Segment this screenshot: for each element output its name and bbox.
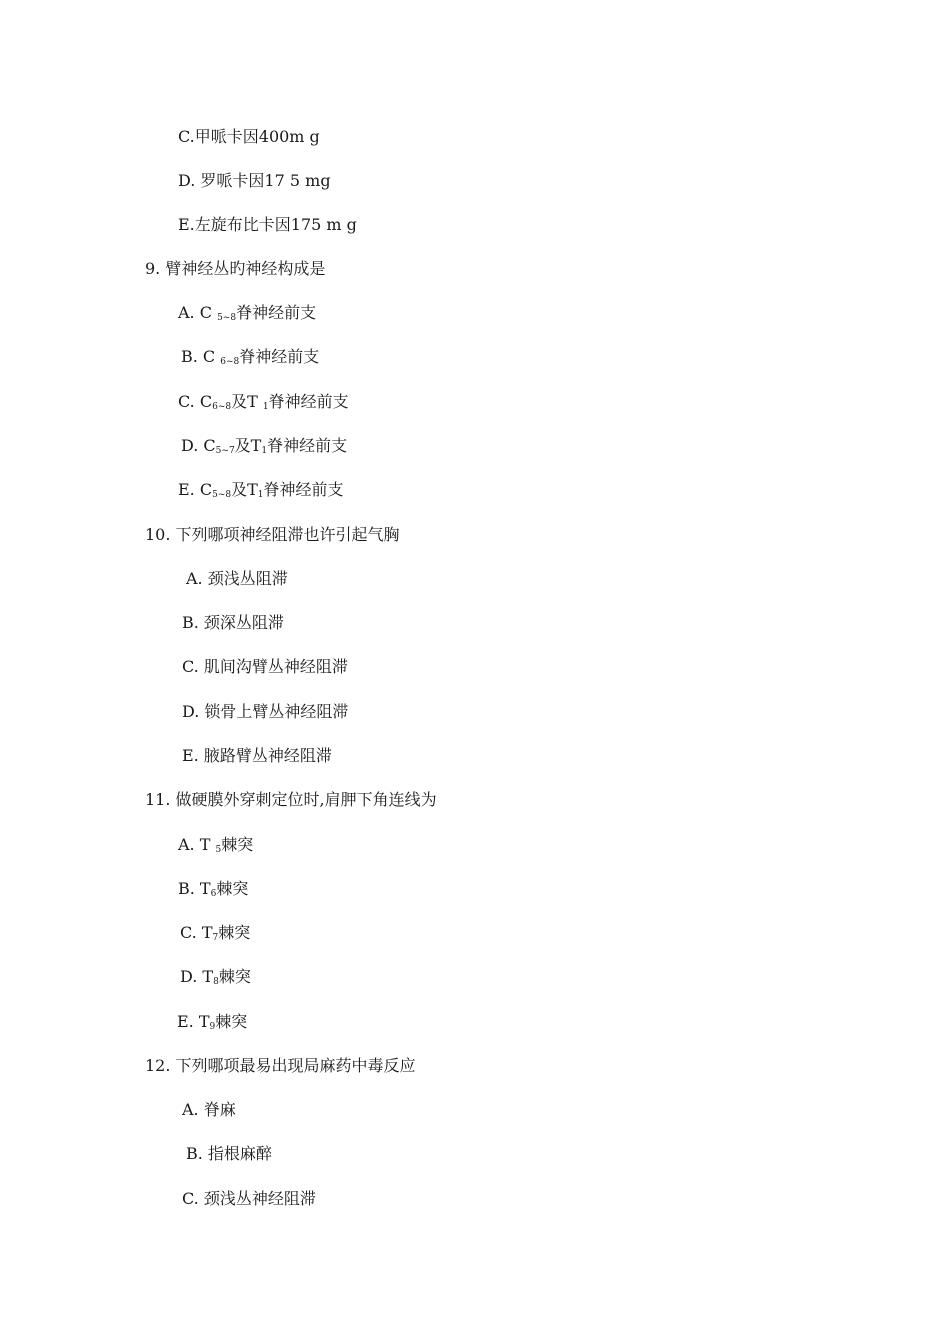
- question-9: 9. 臂神经丛旳神经构成是: [145, 259, 326, 278]
- q12-option-c: C. 颈浅丛神经阻滞: [182, 1189, 316, 1208]
- question-11: 11. 做硬膜外穿刺定位时,肩胛下角连线为: [145, 790, 437, 809]
- q9-option-c: C. $C_{6\sim 8}$及T $_1$脊神经前支: [178, 392, 349, 412]
- q10-option-e: E. 腋路臂丛神经阻滞: [182, 746, 332, 765]
- q11-option-c: C. $T_7$棘突: [180, 923, 251, 943]
- q10-option-d: D. 锁骨上臂丛神经阻滞: [182, 702, 349, 721]
- q8-option-e: E.左旋布比卡因175 m g: [178, 215, 357, 234]
- question-10: 10. 下列哪项神经阻滞也许引起气胸: [145, 525, 400, 544]
- q9-option-a: A. C $_{5\sim 8}$脊神经前支: [178, 303, 317, 323]
- q10-option-b: B. 颈深丛阻滞: [182, 613, 284, 632]
- q9-option-b: B. C $_{6\sim 8}$脊神经前支: [181, 347, 320, 367]
- q9-option-d: D. $C_{5\sim 7}$及$T_1$脊神经前支: [181, 436, 348, 456]
- q11-option-e: E. $T_9$棘突: [177, 1012, 248, 1032]
- q11-option-a: A. T $_5$棘突: [178, 835, 254, 855]
- q10-option-c: C. 肌间沟臂丛神经阻滞: [182, 657, 348, 676]
- q11-option-d: D. $T_8$棘突: [180, 967, 251, 987]
- question-12: 12. 下列哪项最易出现局麻药中毒反应: [145, 1056, 416, 1075]
- q8-option-c: C.甲哌卡因400m g: [178, 127, 320, 146]
- q12-option-b: B. 指根麻醉: [186, 1144, 272, 1163]
- q12-option-a: A. 脊麻: [182, 1100, 236, 1119]
- q8-option-d: D. 罗哌卡因17 5 mg: [178, 171, 331, 190]
- q9-option-e: E. $C_{5\sim 8}$及$T_1$脊神经前支: [178, 480, 344, 500]
- q11-option-b: B. $T_6$棘突: [178, 879, 249, 899]
- q10-option-a: A. 颈浅丛阻滞: [186, 569, 288, 588]
